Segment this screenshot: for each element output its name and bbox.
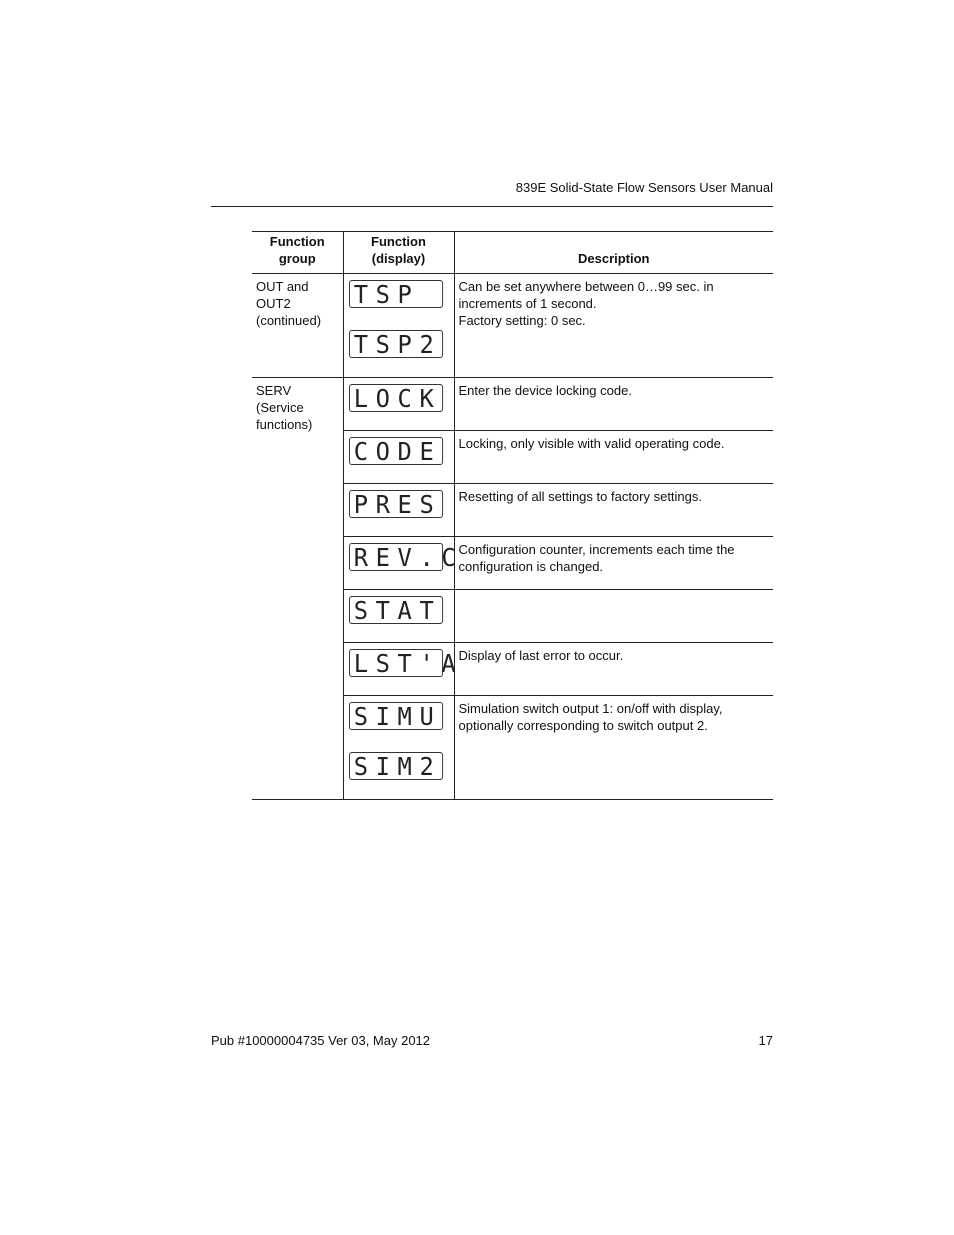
display-cell: [343, 484, 454, 537]
description-cell: Display of last error to occur.: [454, 643, 773, 696]
description-cell: Can be set anywhere between 0…99 sec. in increments of 1 second. Factory setting: 0 sec.: [454, 274, 773, 378]
column-header-description: Description: [454, 232, 773, 274]
table-row: [252, 274, 773, 378]
description-cell: Locking, only visible with valid operating code.: [454, 431, 773, 484]
publication-info: Pub #10000004735 Ver 03, May 2012: [211, 1033, 431, 1048]
lcd-display-sim2: SIM2: [349, 752, 443, 780]
lcd-display-lsta: LST'A: [349, 649, 443, 677]
lcd-display-tsp2: TSP2: [349, 330, 443, 358]
description-cell: Simulation switch output 1: on/off with display, optionally corresponding to switch output 2.: [454, 696, 773, 800]
lcd-display-stat: STAT: [349, 596, 443, 624]
lcd-display-revc: REV.C: [349, 543, 443, 571]
column-header-function-display: Function (display): [343, 232, 454, 274]
table-header-row: [252, 232, 773, 274]
function-group-cell: SERV (Service functions): [252, 378, 343, 800]
lcd-display-code: CODE: [349, 437, 443, 465]
description-cell: Enter the device locking code.: [454, 378, 773, 431]
display-cell: [343, 274, 454, 378]
description-cell: Configuration counter, increments each time the configuration is changed.: [454, 537, 773, 590]
description-cell: Resetting of all settings to factory settings.: [454, 484, 773, 537]
page-number: 17: [758, 1033, 773, 1048]
display-cell: [343, 643, 464, 696]
display-cell: [343, 696, 454, 800]
function-table: [252, 231, 773, 800]
display-cell: [343, 537, 464, 590]
display-cell: [343, 590, 454, 643]
function-group-cell: OUT and OUT2 (continued): [252, 274, 343, 378]
lcd-display-simu: SIMU: [349, 702, 443, 730]
lcd-display-lock: LOCK: [349, 384, 443, 412]
column-header-function-group: Function group: [252, 232, 343, 274]
display-cell: [343, 431, 454, 484]
lcd-display-pres: PRES: [349, 490, 443, 518]
table-row: [252, 378, 773, 431]
description-cell: [454, 590, 773, 643]
lcd-display-tsp: TSP: [349, 280, 443, 308]
running-header: 839E Solid-State Flow Sensors User Manual: [515, 180, 773, 195]
display-cell: [343, 378, 454, 431]
header-rule: [211, 206, 773, 207]
